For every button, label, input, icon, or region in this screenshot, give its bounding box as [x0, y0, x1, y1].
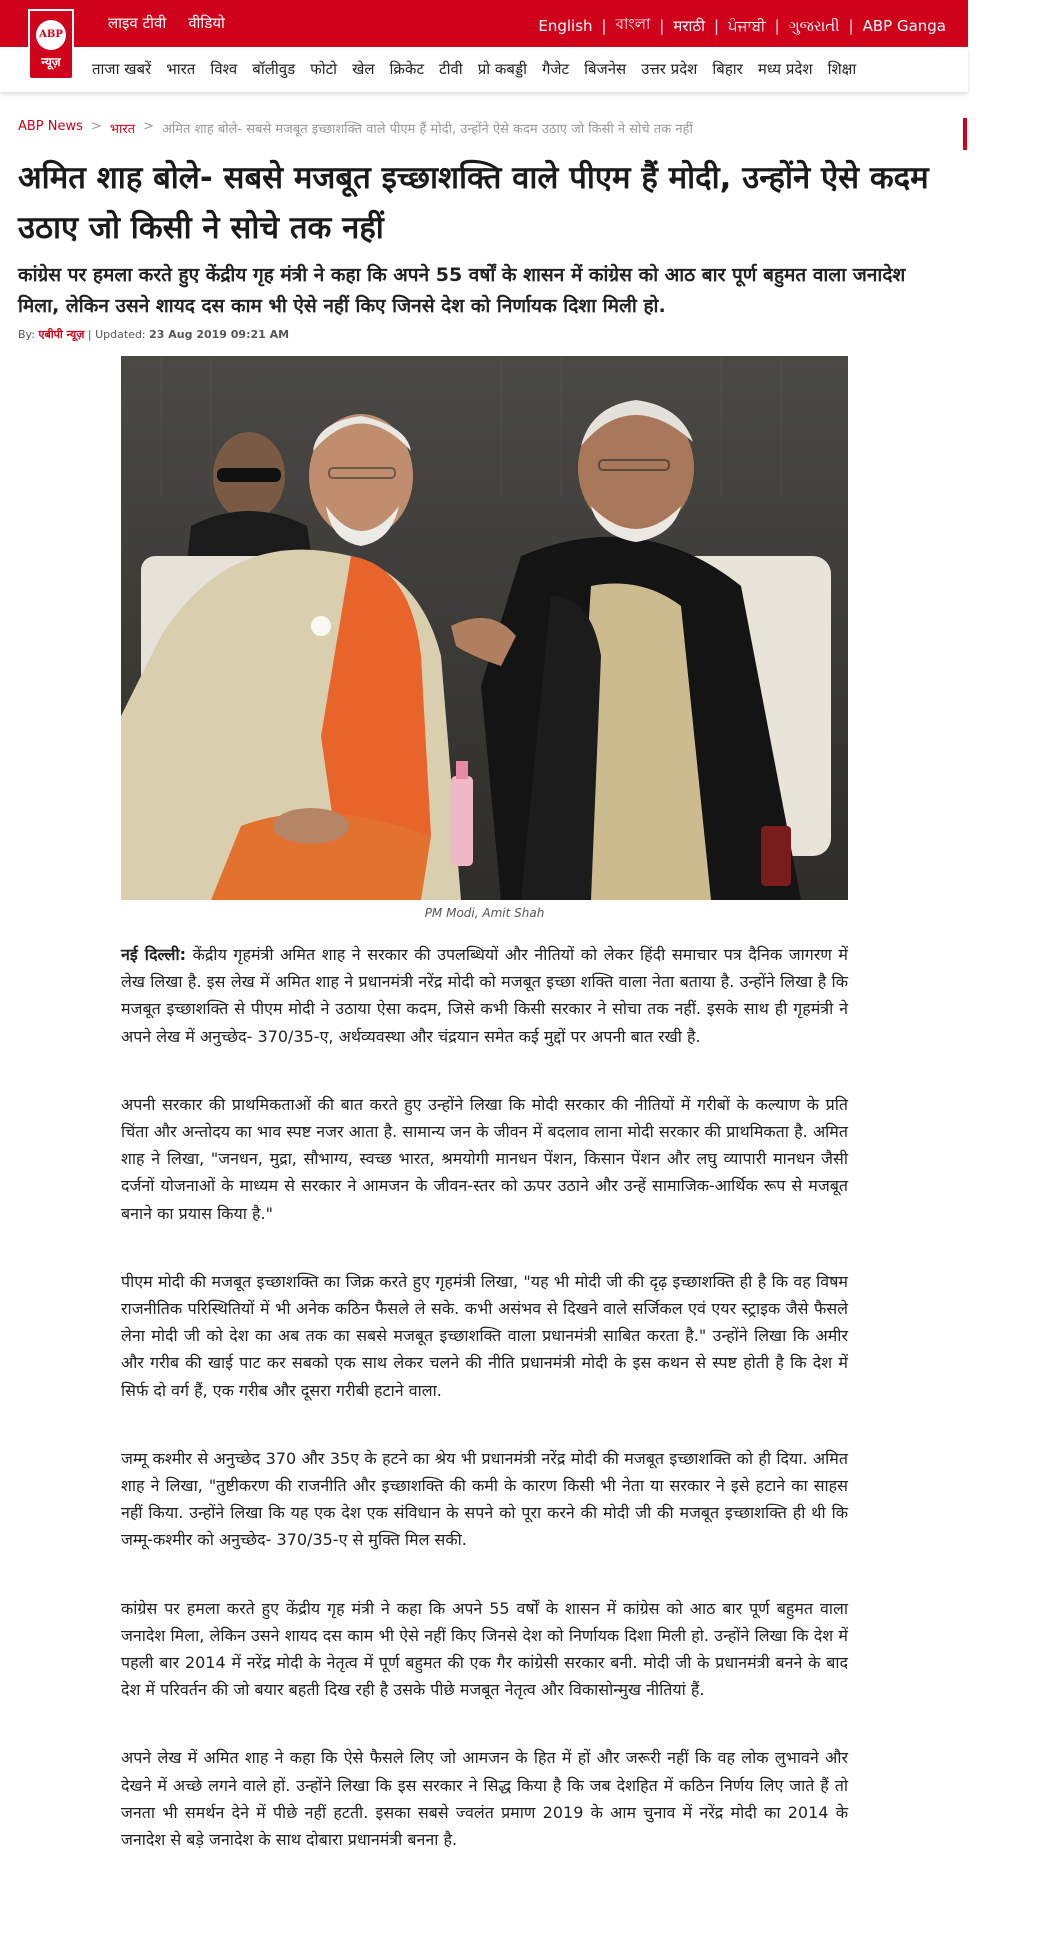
dateline: नई दिल्ली: [121, 945, 187, 964]
video-link[interactable]: वीडियो [188, 14, 225, 32]
by-label: By: [18, 328, 35, 341]
lang-english[interactable]: English [538, 16, 593, 35]
lang-separator: | [601, 16, 607, 35]
top-links [108, 13, 225, 33]
lang-gujarati[interactable]: ગુજરાતી [788, 16, 840, 35]
breadcrumb-home[interactable]: ABP News [18, 119, 83, 134]
article-body [121, 941, 848, 1894]
logo-text: न्यूज़ [41, 54, 61, 69]
abp-news-logo[interactable] [28, 9, 74, 80]
updated-label: | Updated: [87, 328, 146, 341]
article-paragraph: कांग्रेस पर हमला करते हुए केंद्रीय गृह मंत्री ने कहा कि अपने 55 वर्षों के शासन में कांग्रेस को आठ बार पूर्ण बहुमत वाला जनादेश मिला, लेकिन उसने शायद दस काम भी ऐसे नहीं किए जिनसे देश को निर्णायक दिशा मिली हो. उन्होंने लिखा कि देश में पहली बार 2014 में नरेंद्र मोदी के नेतृत्व में पूर्ण बहुमत की एक गैर कांग्रेसी सरकार बनी. मोदी जी के प्रधानमंत्री बनने के बाद देश में परिवर्तन की जो बयार बहती दिख रही है उसके पीछे मजबूत नेतृत्व और विकासोन्मुख नीतियां हैं. [121, 1598, 848, 1700]
article-paragraph: पीएम मोदी की मजबूत इच्छाशक्ति का जिक्र करते हुए गृहमंत्री लिखा, "यह भी मोदी जी की दृढ़ इच्छाशक्ति ही है कि वह विषम राजनीतिक परिस्थितियों में भी अनेक कठिन फैसले ले सके. कभी असंभव से दिखने वाले सर्जिकल एवं एयर स्ट्राइक जैसे फैसले लेना मोदी जी को देश का अब तक का सबसे मजबूत इच्छाशक्ति वाला प्रधानमंत्री साबित करता है." उन्होंने लिखा कि अमीर और गरीब की खाई पाट कर सबको एक साथ लेकर चलने की नीति प्रधानमंत्री मोदी के इस कथन से स्पष्ट होती है कि देश में सिर्फ दो वर्ग हैं, एक गरीब और दूसरा गरीबी हटाने वाला. [121, 1271, 849, 1400]
nav-item-madhya-pradesh[interactable]: मध्य प्रदेश [757, 60, 813, 78]
paragraph-text: केंद्रीय गृहमंत्री अमित शाह ने सरकार की उपलब्धियों और नीतियों को लेकर हिंदी समाचार पत्र दैनिक जागरण में लेख लिखा है. इस लेख में अमित शाह ने प्रधानमंत्री नरेंद्र मोदी को मजबूत इच्छा शक्ति वाला नेता बताया है. उन्होंने लिखा है कि मजबूत इच्छाशक्ति से पीएम मोदी ने उठाया ऐसा कदम, जिसे कभी किसी सरकार ने सोचा तक नहीं. इसके साथ ही गृहमंत्री ने अपने लेख में अनुच्छेद- 370/35-ए, अर्थव्यवस्था और चंद्रयान समेत कई मुद्दों पर अपनी बात रखी है. [121, 945, 848, 1046]
article-paragraph: अपनी सरकार की प्राथमिकताओं की बात करते हुए उन्होंने लिखा कि मोदी सरकार की नीतियों में गरीबों के कल्याण के प्रति चिंता और अन्तोदय का भाव स्पष्ट नजर आता है. सामान्य जन के जीवन में बदलाव लाना मोदी सरकार की प्राथमिकता है. अमित शाह ने लिखा, "जनधन, मुद्रा, सौभाग्य, स्वच्छ भारत, श्रमयोगी मानधन पेंशन, किसान पेंशन और लघु व्यापारी मानधन जैसी दर्जनों योजनाओं के माध्यम से सरकार ने आमजन के जीवन-स्तर को ऊपर उठाने और उन्हें सामाजिक-आर्थिक रूप से मजबूत बनाने का प्रयास किया है." [121, 1094, 848, 1223]
lang-separator: | [713, 16, 720, 35]
lang-marathi[interactable]: मराठी [673, 16, 705, 35]
article-paragraph: अपने लेख में अमित शाह ने कहा कि ऐसे फैसले लिए जो आमजन के हित में हों और जरूरी नहीं कि वह लोक लुभावने और देखने में अच्छे लगने वाले हों. उन्होंने लिखा कि इस सरकार ने सिद्ध किया है कि जब देशहित में कठिन निर्णय लिए जाते हैं तो जनता भी समर्थन देने में पीछे नहीं हटती. इसका सबसे ज्वलंत प्रमाण 2019 के आम चुनाव में नरेंद्र मोदी का 2014 के जनादेश से बड़े जनादेश के साथ दोबारा प्रधानमंत्री बनना है. [121, 1748, 848, 1850]
top-bar [0, 0, 968, 47]
article-summary: कांग्रेस पर हमला करते हुए केंद्रीय गृह मंत्री ने कहा कि अपने 55 वर्षों के शासन में कांग्रेस को आठ बार पूर्ण बहुमत वाला जनादेश मिला, लेकिन उसने शायद दस काम भी ऐसे नहीं किए जिनसे देश को निर्णायक दिशा मिली हो. [18, 264, 906, 317]
author-link[interactable]: एबीपी न्यूज़ [38, 328, 85, 341]
language-switcher [538, 13, 946, 38]
main-nav [0, 47, 968, 92]
nav-item-pro-kabaddi[interactable]: प्रो कबड्डी [477, 60, 527, 78]
lang-separator: | [774, 16, 780, 35]
nav-item-india[interactable]: भारत [166, 60, 196, 78]
nav-item-bihar[interactable]: बिहार [712, 60, 743, 78]
logo-circle: ABP [36, 20, 66, 50]
lang-punjabi[interactable]: ਪੰਜਾਬੀ [728, 16, 766, 35]
live-tv-link[interactable]: लाइव टीवी [108, 14, 167, 32]
nav-item-photo[interactable]: फोटो [310, 60, 338, 78]
nav-item-tv[interactable]: टीवी [439, 60, 463, 78]
lang-abp-ganga[interactable]: ABP Ganga [862, 16, 946, 35]
nav-item-world[interactable]: विश्व [210, 60, 238, 78]
breadcrumb-section[interactable]: भारत [109, 122, 136, 137]
nav-item-latest[interactable]: ताजा खबरें [92, 60, 152, 78]
nav-item-bollywood[interactable]: बॉलीवुड [252, 60, 296, 78]
nav-item-uttar-pradesh[interactable]: उत्तर प्रदेश [641, 60, 698, 78]
red-accent-bar [963, 118, 967, 150]
nav-item-business[interactable]: बिजनेस [584, 60, 627, 78]
nav-item-education[interactable]: शिक्षा [827, 60, 857, 78]
byline [18, 327, 289, 342]
updated-date: 23 Aug 2019 09:21 AM [149, 328, 290, 341]
breadcrumb-separator: > [90, 119, 102, 134]
article-paragraph: जम्मू कश्मीर से अनुच्छेद 370 और 35ए के हटने का श्रेय भी प्रधानमंत्री नरेंद्र मोदी की मजबूत इच्छाशक्ति को ही दिया. अमित शाह ने लिखा, "तुष्टीकरण की राजनीति और इच्छाशक्ति की कमी के कारण किसी भी नेता या सरकार ने इसे हटाने का साहस नहीं किया. उन्होंने लिखा कि यह एक देश एक संविधान के सपने को पूरा करने की मोदी जी की मजबूत इच्छाशक्ति ही थी कि जम्मू-कश्मीर को अनुच्छेद- 370/35-ए से मुक्ति मिल सकी. [121, 1448, 848, 1550]
nav-item-cricket[interactable]: क्रिकेट [389, 60, 425, 78]
article-paragraph [121, 941, 848, 1050]
article-image [121, 356, 848, 900]
breadcrumb [18, 119, 693, 137]
image-caption: PM Modi, Amit Shah [424, 906, 545, 920]
lang-separator: | [848, 16, 854, 35]
nav-item-gadget[interactable]: गैजेट [541, 60, 570, 78]
lang-separator: | [659, 16, 665, 35]
lang-bengali[interactable]: বাংলা [615, 15, 651, 33]
article-headline: अमित शाह बोले- सबसे मजबूत इच्छाशक्ति वाले पीएम हैं मोदी, उन्होंने ऐसे कदम उठाए जो किसी ने सोचे तक नहीं [18, 160, 929, 246]
breadcrumb-separator: > [143, 119, 154, 134]
nav-item-sports[interactable]: खेल [352, 60, 375, 78]
breadcrumb-current: अमित शाह बोले- सबसे मजबूत इच्छाशक्ति वाले पीएम हैं मोदी, उन्होंने ऐसे कदम उठाए जो किसी ने सोचे तक नहीं [161, 122, 693, 137]
